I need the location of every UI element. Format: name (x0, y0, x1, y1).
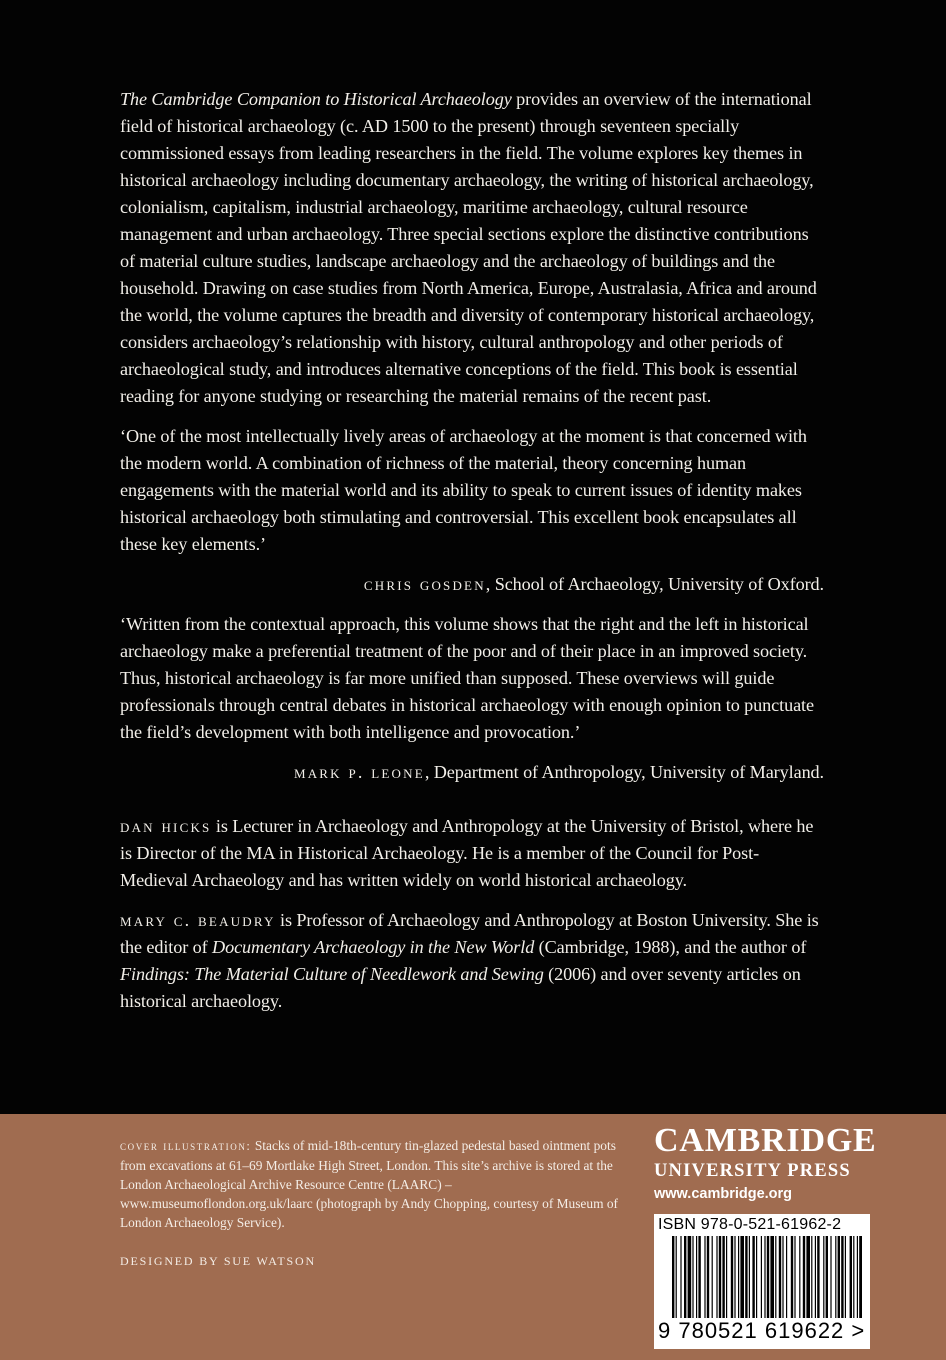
barcode-bar (764, 1236, 765, 1318)
barcode-bar (803, 1236, 805, 1318)
author-bio-text: (Cambridge, 1988), and the author of (534, 937, 807, 957)
barcode-bar (817, 1236, 819, 1318)
barcode-bar (722, 1236, 724, 1318)
back-cover-footer (0, 1114, 946, 1360)
barcode-bar (770, 1236, 774, 1318)
barcode-bar (857, 1236, 858, 1318)
author-bio-text: is Lecturer in Archaeology and Anthropology at the University of Bristol, where he is Director of the MA in Historical Archaeology. He is a member of the Council for Post-Medieval Archaeology and has written widely on world historical archaeology. (120, 816, 814, 890)
book-title: Findings: The Material Culture of Needlework and Sewing (120, 964, 544, 984)
review-attribution (120, 571, 824, 598)
barcode-bar (680, 1236, 681, 1318)
barcode-bar (672, 1236, 674, 1318)
author-name: dan hicks (120, 816, 212, 836)
barcode-bar (676, 1236, 677, 1318)
barcode-bar (811, 1236, 812, 1318)
barcode-bar (716, 1236, 717, 1318)
barcode-bar (823, 1236, 824, 1318)
barcode-bar (794, 1236, 795, 1318)
barcode-bar (698, 1236, 700, 1318)
barcode-bar (806, 1236, 810, 1318)
review-attribution (120, 759, 824, 786)
barcode-bar (791, 1236, 793, 1318)
barcode-bar (786, 1236, 787, 1318)
barcode-bar (726, 1236, 727, 1318)
publisher-logo (654, 1122, 877, 1206)
barcode-bar (692, 1236, 693, 1318)
designer-credit: DESIGNED BY SUE WATSON (120, 1254, 316, 1268)
barcode-bar (712, 1236, 713, 1318)
barcode-bar (688, 1236, 692, 1318)
barcode-bar (696, 1236, 697, 1318)
author-bio-text: is Professor of Archaeology and Anthropology at Boston University. She is the editor of (120, 910, 819, 957)
barcode-bar (835, 1236, 836, 1318)
barcode-bar (738, 1236, 739, 1318)
barcode-bar (815, 1236, 816, 1318)
cover-text (120, 86, 824, 1028)
barcode-bar (845, 1236, 846, 1318)
isbn-label: ISBN 978-0-521-61962-2 (658, 1216, 842, 1233)
reviewer-name: mark p. leone (293, 762, 425, 782)
barcode-bar (752, 1236, 754, 1318)
barcode-bar (684, 1236, 686, 1318)
author-name: mary c. beaudry (120, 910, 276, 930)
barcode-bar (767, 1236, 769, 1318)
barcode-bar (779, 1236, 781, 1318)
publisher-name: CAMBRIDGE (654, 1122, 877, 1159)
author-bio (120, 813, 824, 894)
barcode-bar (838, 1236, 840, 1318)
barcode-bar (740, 1236, 744, 1318)
isbn-barcode (654, 1214, 870, 1349)
barcode-bar (719, 1236, 721, 1318)
book-title: The Cambridge Companion to Historical Archaeology (120, 89, 512, 109)
author-bio (120, 907, 824, 1015)
barcode-bar (704, 1236, 705, 1318)
review-quote: ‘Written from the contextual approach, this volume shows that the right and the left in historical archaeology make a preferential treatment of the poor and of their place in an improved society. Thus, historical archaeology is far more unified than supposed. These overviews will guide professionals through central debates in historical archaeology with enough opinion to punctuate the field’s development with both intelligence and provocation.’ (120, 614, 814, 742)
barcode-bar (826, 1236, 828, 1318)
barcode-bar (734, 1236, 735, 1318)
barcode-bar (859, 1236, 862, 1318)
publisher-subname: UNIVERSITY PRESS (654, 1161, 851, 1181)
reviewer-affiliation: , School of Archaeology, University of Oxford. (485, 574, 824, 594)
barcode-bar (850, 1236, 852, 1318)
credit-text: Stacks of mid-18th-century tin-glazed pedestal based ointment pots from excavations at 61–69 Mortlake High Street, London. This site’s archive is stored at the London Archaeological Archive Resource Centre (LAARC) – www.museumoflondon.org.uk/laarc (photograph by Andy Chopping, courtesy of Museum of London Archaeology Service). (120, 1138, 618, 1230)
barcode-bar (841, 1236, 843, 1318)
review-quote: ‘One of the most intellectually lively areas of archaeology at the moment is that concerned with the modern world. A combination of richness of the material, theory concerning human engagements with the material world and its ability to speak to current issues of identity makes historical archaeology both stimulating and controversial. This excellent book encapsulates all these key elements.’ (120, 426, 807, 554)
publisher-url[interactable]: www.cambridge.org (654, 1186, 793, 1202)
barcode-bars (672, 1236, 862, 1318)
reviewer-name: chris gosden (363, 574, 486, 594)
barcode-bar (853, 1236, 854, 1318)
barcode-bar (749, 1236, 750, 1318)
blurb-paragraph (120, 86, 824, 410)
barcode-bar (707, 1236, 709, 1318)
cover-illustration-credit (120, 1136, 630, 1232)
reviewer-affiliation: , Department of Anthropology, University of Maryland. (424, 762, 824, 782)
barcode-bar (799, 1236, 800, 1318)
credit-label: cover illustration: (120, 1139, 252, 1153)
barcode-bar (731, 1236, 733, 1318)
barcode-bar (775, 1236, 776, 1318)
barcode-bar (830, 1236, 831, 1318)
barcode-bar (761, 1236, 762, 1318)
barcode-bar (756, 1236, 757, 1318)
barcode-bar (782, 1236, 783, 1318)
author-bio-text: (2006) and over seventy articles on historical archaeology. (120, 964, 801, 1011)
isbn-digits: 9 780521 619622 > (658, 1318, 866, 1343)
book-title: Documentary Archaeology in the New World (212, 937, 535, 957)
blurb-text: provides an overview of the international field of historical archaeology (c. AD 1500 to the present) through seventeen specially commissioned essays from leading researchers in the field. The volume explores key themes in historical archaeology including documentary archaeology, the writing of historical archaeology, colonialism, capitalism, industrial archaeology, maritime archaeology, cultural resource management and urban archaeology. Three special sections explore the distinctive contributions of material culture studies, landscape archaeology and the archaeology of buildings and the household. Drawing on case studies from North America, Europe, Australasia, Africa and around the world, the volume captures the breadth and diversity of contemporary historical archaeology, considers archaeology’s relationship with history, cultural anthropology and other periods of archaeological study, and introduces alternative conceptions of the field. This book is essential reading for anyone studying or researching the material remains of the recent past. (120, 89, 817, 406)
barcode-bar (745, 1236, 747, 1318)
